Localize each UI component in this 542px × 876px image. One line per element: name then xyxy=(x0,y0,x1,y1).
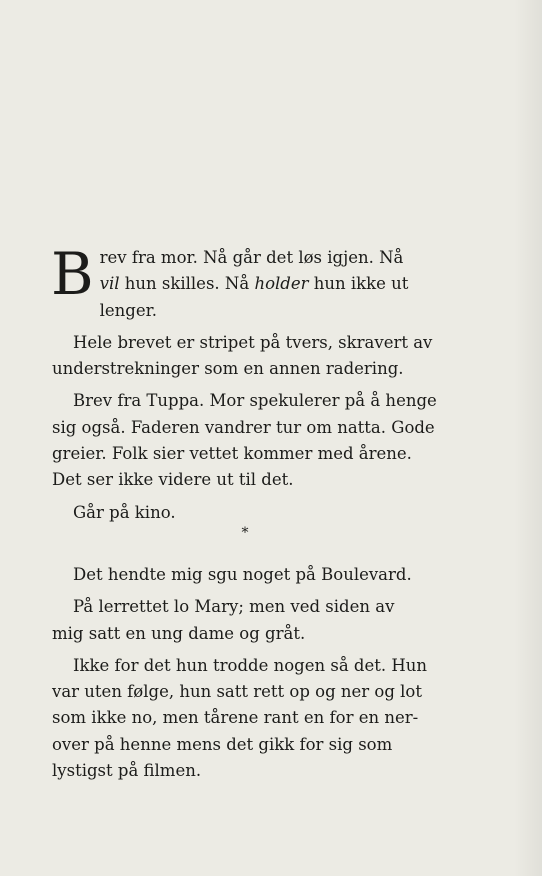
text-line: lystigst på filmen. xyxy=(52,761,202,781)
text-line: På lerrettet lo Mary; men ved siden av xyxy=(73,597,395,617)
section-separator-asterisk: * xyxy=(241,524,249,541)
paragraph-crying-lady xyxy=(52,653,438,784)
text-line: Går på kino. xyxy=(73,502,176,522)
text-line: Ikke for det hun trodde nogen så det. Hun xyxy=(73,655,428,675)
text-line: var uten følge, hun satt rett op og ner og lot xyxy=(52,682,423,702)
text-line: mig satt en ung dame og gråt. xyxy=(52,623,306,643)
paragraph-boulevard xyxy=(52,562,438,588)
text-line: Det ser ikke videre ut til det. xyxy=(52,470,294,490)
text-fragment: hun skilles. Nå xyxy=(119,274,255,294)
text-line: greier. Folk sier vettet kommer med årene. xyxy=(52,444,412,464)
text-line: som ikke no, men tårene rant en for en ner- xyxy=(52,708,419,728)
text-line: lenger. xyxy=(99,300,157,320)
paragraph-letter-striped xyxy=(52,330,438,383)
text-line: rev fra mor. Nå går det løs igjen. Nå xyxy=(99,248,404,267)
text-line: sig også. Faderen vandrer tur om natta. Gode xyxy=(52,417,435,437)
paragraph-goes-to-cinema xyxy=(52,500,438,526)
text-line: over på henne mens det gikk for sig som xyxy=(52,734,393,754)
text-line: Brev fra Tuppa. Mor spekulerer på å henge xyxy=(73,391,437,411)
paragraph-mary-on-screen xyxy=(52,594,438,647)
paragraph-letter-from-tuppa xyxy=(52,388,438,493)
emphasis-vil: vil xyxy=(99,274,120,294)
paragraph-letter-from-mother xyxy=(51,240,438,324)
drop-cap: B xyxy=(51,240,94,308)
text-line: Hele brevet er stripet på tvers, skravert av xyxy=(73,332,433,352)
emphasis-holder: holder xyxy=(254,274,309,294)
text-line: understrekninger som en annen radering. xyxy=(52,359,404,379)
text-fragment: hun ikke ut xyxy=(308,274,409,294)
text-line: Det hendte mig sgu noget på Boulevard. xyxy=(73,564,412,584)
body-text xyxy=(51,240,438,790)
